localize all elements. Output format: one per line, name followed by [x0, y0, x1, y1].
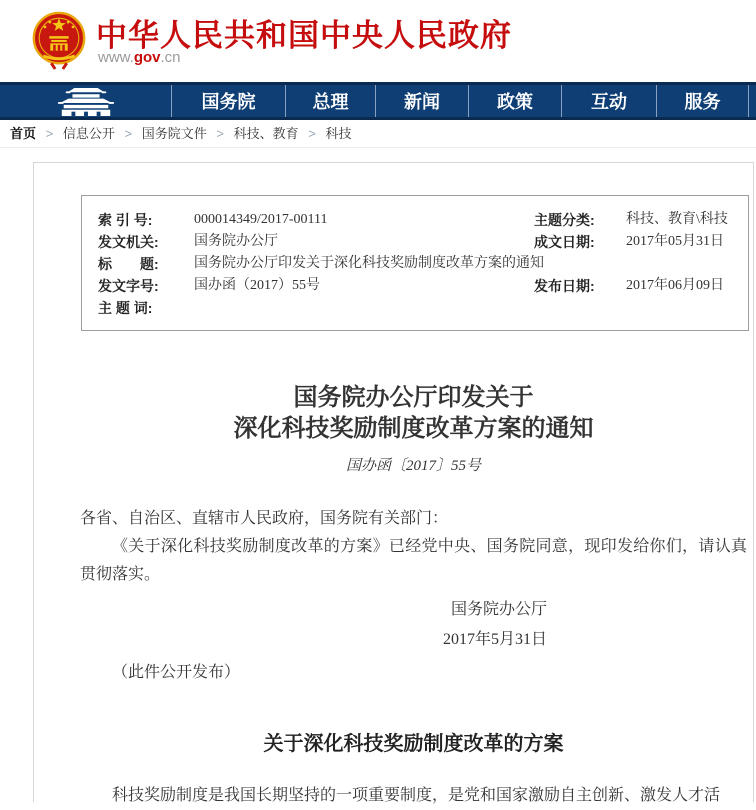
document-signature — [80, 595, 747, 655]
meta-written-date-value: 2017年05月31日 — [626, 234, 724, 249]
meta-title-value: 国务院办公厅印发关于深化科技奖励制度改革方案的通知 — [194, 256, 544, 271]
meta-written-date-label: 成文日期: — [534, 234, 595, 250]
nav-item-services[interactable]: 服务 — [656, 85, 748, 117]
document-public-release-note: （此件公开发布） — [112, 664, 241, 681]
breadcrumb-separator: > — [308, 126, 316, 141]
meta-index-label: 索 引 号: — [98, 212, 153, 228]
nav-item-state-council[interactable]: 国务院 — [171, 85, 285, 117]
main-nav — [0, 82, 756, 120]
breadcrumb-separator: > — [124, 126, 133, 141]
site-url-cn: .cn — [160, 49, 181, 66]
nav-home[interactable] — [0, 85, 171, 117]
document-title — [80, 383, 747, 445]
meta-title-label: 标 题: — [98, 256, 159, 272]
site-url — [98, 49, 181, 66]
breadcrumb-sci-tech-education[interactable]: 科技、教育 — [233, 126, 299, 141]
table-row — [98, 253, 750, 275]
document-sign-date: 2017年5月31日 — [442, 631, 547, 648]
nav-item-policy[interactable]: 政策 — [468, 85, 561, 117]
document-meta-box — [81, 195, 749, 331]
meta-docnum-label: 发文字号: — [98, 278, 159, 294]
breadcrumb-state-council-docs[interactable]: 国务院文件 — [141, 126, 207, 141]
meta-publish-date-value: 2017年06月09日 — [626, 278, 724, 293]
breadcrumb — [0, 120, 756, 148]
meta-category-label: 主题分类: — [534, 212, 595, 228]
table-row — [98, 231, 750, 253]
meta-category-value: 科技、教育\科技 — [626, 212, 728, 227]
meta-index-value: 000014349/2017-00111 — [194, 212, 328, 227]
document-signer: 国务院办公厅 — [450, 601, 547, 618]
breadcrumb-current-sci-tech: 科技 — [325, 126, 352, 141]
meta-agency-label: 发文机关: — [98, 234, 159, 250]
plan-section-title: 关于深化科技奖励制度改革的方案 — [263, 733, 564, 755]
tiananmen-icon — [55, 86, 117, 117]
meta-agency-value: 国务院办公厅 — [194, 234, 278, 249]
breadcrumb-separator: > — [45, 126, 54, 141]
document-wrapper — [33, 162, 754, 802]
document-meta-table — [98, 209, 750, 319]
site-url-gov: gov — [133, 49, 161, 66]
table-row — [98, 297, 750, 319]
document-content — [34, 383, 753, 810]
document-title-line1: 国务院办公厅印发关于 — [293, 385, 534, 411]
nav-filler — [748, 85, 756, 117]
site-url-www: www. — [98, 49, 134, 66]
meta-publish-date-label: 发布日期: — [534, 278, 595, 294]
site-title[interactable]: 中华人民共和国中央人民政府 — [96, 18, 512, 53]
breadcrumb-info-disclosure[interactable]: 信息公开 — [62, 126, 115, 141]
nav-item-news[interactable]: 新闻 — [375, 85, 468, 117]
nav-item-interact[interactable]: 互动 — [561, 85, 656, 117]
document-number: 国办函〔2017〕55号 — [345, 458, 481, 474]
document-salutation: 各省、自治区、直辖市人民政府，国务院有关部门： — [80, 510, 449, 527]
table-row — [98, 209, 750, 231]
meta-docnum-value: 国办函（2017）55号 — [194, 278, 320, 293]
meta-keywords-value — [194, 297, 750, 319]
nav-item-premier[interactable]: 总理 — [285, 85, 375, 117]
document-title-line2: 深化科技奖励制度改革方案的通知 — [233, 416, 594, 442]
document-paragraph: 《关于深化科技奖励制度改革的方案》已经党中央、国务院同意，现印发给你们，请认真贯彻落实。 — [80, 538, 747, 583]
meta-keywords-label: 主 题 词: — [98, 300, 153, 316]
table-row — [98, 275, 750, 297]
breadcrumb-separator: > — [216, 126, 224, 141]
site-header — [0, 0, 756, 82]
plan-body-paragraph: 科技奖励制度是我国长期坚持的一项重要制度，是党和国家激励自主创新、激发人才活 — [112, 787, 721, 804]
national-emblem-icon[interactable] — [30, 8, 88, 72]
breadcrumb-home[interactable]: 首页 — [10, 126, 37, 141]
